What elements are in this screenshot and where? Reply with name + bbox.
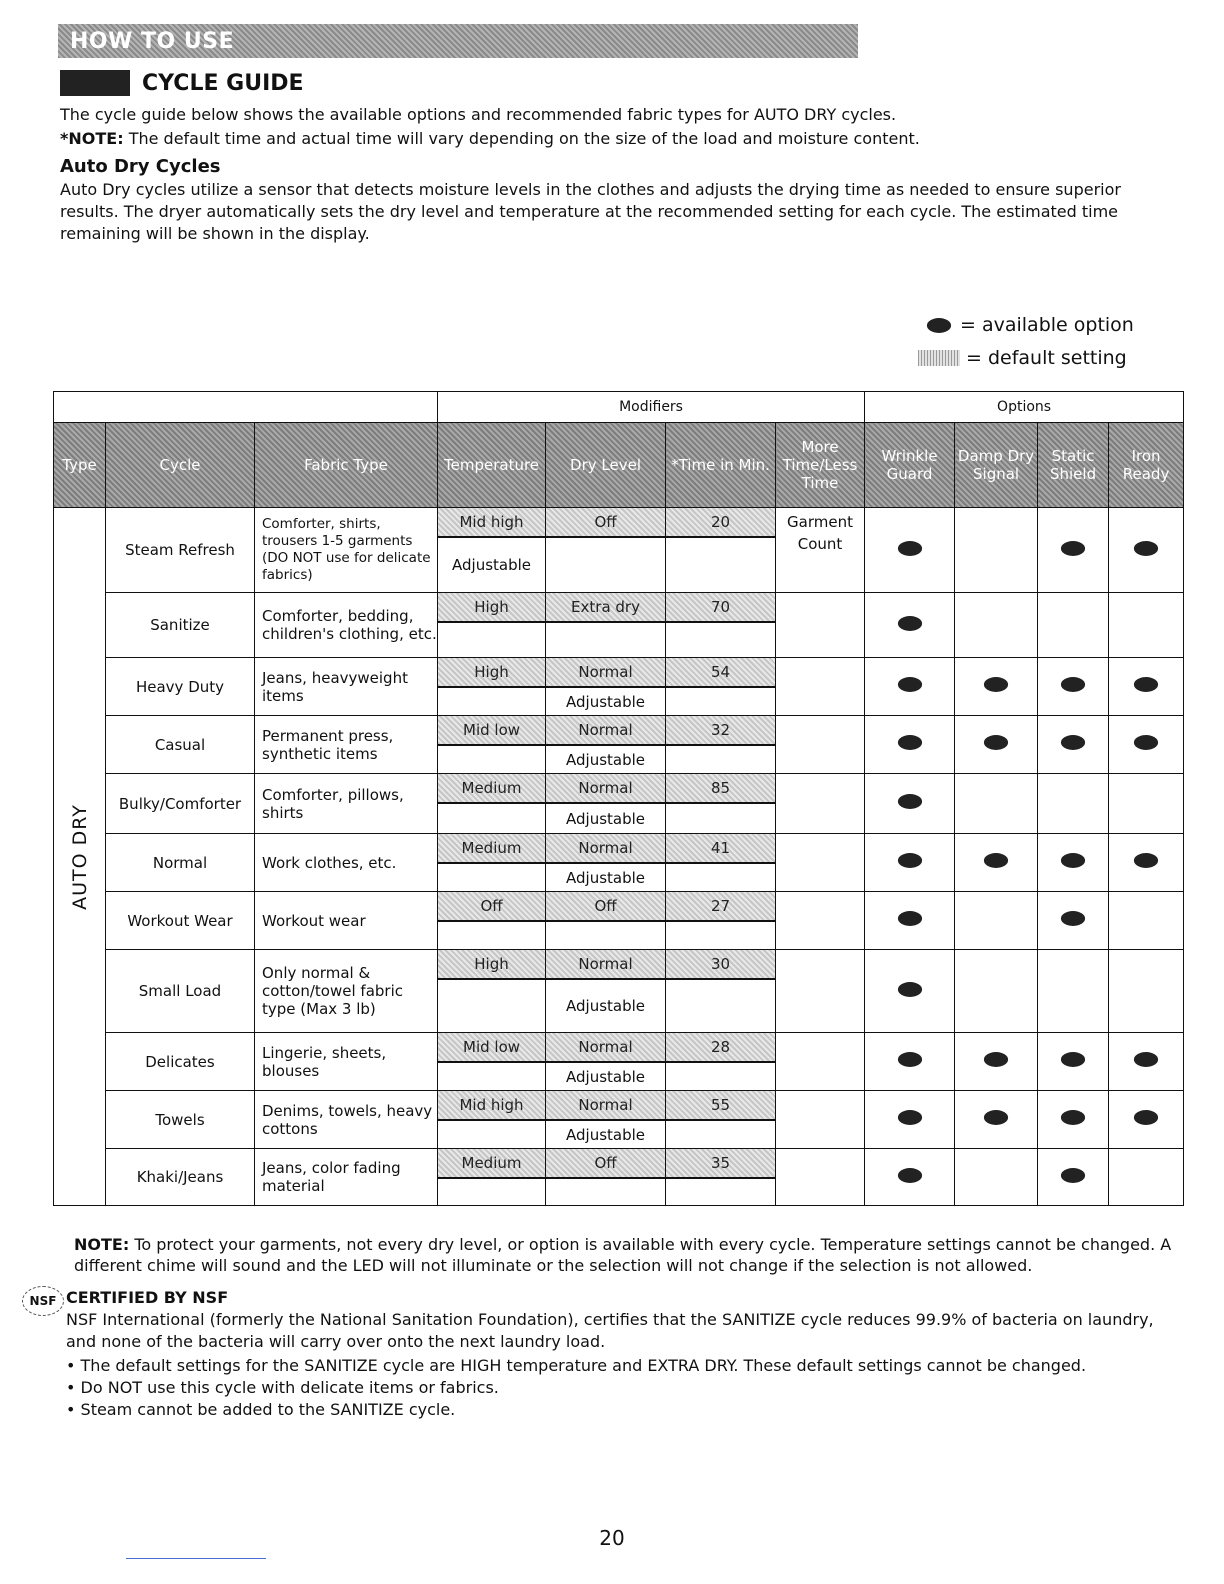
option-cell xyxy=(1109,1033,1184,1091)
group-options: Options xyxy=(865,392,1184,423)
cycle-name: Khaki/Jeans xyxy=(106,1149,255,1206)
column-header: Static Shield xyxy=(1038,423,1109,508)
fabric-type: Only normal & cotton/towel fabric type (Max 3 lb) xyxy=(255,950,438,1033)
more-less-time xyxy=(776,593,865,658)
temperature-cell xyxy=(438,774,546,834)
dry-level-cell-default: Normal xyxy=(546,774,665,804)
dry-level-cell xyxy=(546,1091,666,1149)
time-cell xyxy=(666,1149,776,1206)
available-dot-icon xyxy=(1134,735,1158,750)
temperature-cell xyxy=(438,892,546,950)
available-dot-icon xyxy=(897,794,921,809)
table-row xyxy=(54,950,1184,1033)
bullet-icon: • xyxy=(66,1378,81,1397)
time-cell-adjust xyxy=(666,1121,775,1148)
cycle-name: Normal xyxy=(106,834,255,892)
dry-level-cell xyxy=(546,834,666,892)
more-less-time xyxy=(776,892,865,950)
option-cell xyxy=(1109,774,1184,834)
group-header-row xyxy=(54,392,1184,423)
temperature-cell xyxy=(438,658,546,716)
dry-level-cell xyxy=(546,1149,666,1206)
column-header-row xyxy=(54,423,1184,508)
time-cell-adjust xyxy=(666,623,775,657)
option-cell xyxy=(865,1091,955,1149)
bullet-item xyxy=(66,1399,1176,1421)
time-cell-default: 70 xyxy=(666,593,775,623)
footer-note xyxy=(74,1234,1189,1276)
column-header: Wrinkle Guard xyxy=(865,423,955,508)
temperature-cell-default: Off xyxy=(438,892,545,922)
option-cell xyxy=(1109,950,1184,1033)
time-cell-adjust xyxy=(666,864,775,891)
footer-note-text: To protect your garments, not every dry level, or option is available with every cycle. Temperature settings cannot be changed. A different chime will sound and the LED will not illuminate or the selection will not change if the selection is not allowed. xyxy=(74,1235,1172,1275)
time-cell xyxy=(666,774,776,834)
legend-available-label: = available option xyxy=(960,314,1134,336)
dry-level-cell xyxy=(546,593,666,658)
cycle-name: Small Load xyxy=(106,950,255,1033)
option-cell xyxy=(1109,716,1184,774)
table-row xyxy=(54,658,1184,716)
title-block-icon xyxy=(60,70,130,96)
dry-level-cell-adjust xyxy=(546,922,665,949)
option-cell xyxy=(865,950,955,1033)
option-cell xyxy=(955,658,1038,716)
cycle-name: Heavy Duty xyxy=(106,658,255,716)
temperature-cell-default: Mid high xyxy=(438,508,545,538)
available-dot-icon xyxy=(984,853,1008,868)
cycle-name: Towels xyxy=(106,1091,255,1149)
option-cell xyxy=(1109,658,1184,716)
option-cell xyxy=(1038,593,1109,658)
cycle-name: Sanitize xyxy=(106,593,255,658)
time-cell-adjust xyxy=(666,746,775,773)
available-dot-icon xyxy=(1061,1052,1085,1067)
time-cell-default: 85 xyxy=(666,774,775,804)
option-cell xyxy=(955,716,1038,774)
cycle-name: Steam Refresh xyxy=(106,508,255,593)
available-dot-icon xyxy=(897,982,921,997)
available-dot-icon xyxy=(897,853,921,868)
table-row xyxy=(54,593,1184,658)
temperature-cell-adjust: Adjustable xyxy=(452,556,532,574)
temperature-cell xyxy=(438,1033,546,1091)
time-cell-adjust xyxy=(666,804,775,833)
option-cell xyxy=(955,950,1038,1033)
more-less-time xyxy=(776,658,865,716)
option-cell xyxy=(1038,1091,1109,1149)
available-dot-icon xyxy=(897,911,921,926)
more-less-time xyxy=(776,1091,865,1149)
option-cell xyxy=(955,1149,1038,1206)
table-body xyxy=(54,508,1184,1206)
available-dot-icon xyxy=(897,616,921,631)
time-cell xyxy=(666,508,776,593)
time-cell xyxy=(666,834,776,892)
column-header: Damp Dry Signal xyxy=(955,423,1038,508)
dry-level-cell-adjust: Adjustable xyxy=(566,868,646,887)
available-dot-icon xyxy=(1134,853,1158,868)
time-cell xyxy=(666,658,776,716)
more-less-time xyxy=(776,716,865,774)
temperature-cell-default: Medium xyxy=(438,1149,545,1179)
intro-text: The cycle guide below shows the available options and recommended fabric types for AUTO DRY cycles. xyxy=(60,105,897,124)
cycle-name: Delicates xyxy=(106,1033,255,1091)
temperature-cell xyxy=(438,950,546,1033)
temperature-cell-default: Mid low xyxy=(438,1033,545,1063)
time-cell xyxy=(666,1033,776,1091)
option-cell xyxy=(955,774,1038,834)
more-less-time xyxy=(776,774,865,834)
available-dot-icon xyxy=(1061,1168,1085,1183)
time-cell-default: 41 xyxy=(666,834,775,864)
temperature-cell-adjust xyxy=(438,746,545,773)
fabric-type: Permanent press, synthetic items xyxy=(255,716,438,774)
bullet-list xyxy=(66,1355,1176,1421)
available-dot-icon xyxy=(1061,677,1085,692)
temperature-cell-adjust xyxy=(438,1121,545,1148)
fabric-type: Jeans, color fading material xyxy=(255,1149,438,1206)
option-cell xyxy=(865,593,955,658)
temperature-cell-adjust xyxy=(438,922,545,949)
temperature-cell-adjust xyxy=(438,804,545,833)
dry-level-cell xyxy=(546,658,666,716)
available-dot-icon xyxy=(897,541,921,556)
option-cell xyxy=(865,892,955,950)
option-cell xyxy=(1038,508,1109,593)
temperature-cell xyxy=(438,593,546,658)
time-cell-adjust xyxy=(666,922,775,949)
section-title xyxy=(60,68,304,98)
option-cell xyxy=(1109,1149,1184,1206)
available-dot-icon xyxy=(1061,1110,1085,1125)
available-dot-icon xyxy=(1134,1052,1158,1067)
option-cell xyxy=(1038,716,1109,774)
more-less-time: Garment Count xyxy=(776,508,865,593)
time-cell-default: 32 xyxy=(666,716,775,746)
legend-default xyxy=(918,347,1127,369)
note-label: *NOTE: xyxy=(60,129,124,148)
column-header: Iron Ready xyxy=(1109,423,1184,508)
fabric-type: Work clothes, etc. xyxy=(255,834,438,892)
available-dot-icon xyxy=(984,1110,1008,1125)
option-cell xyxy=(1038,1033,1109,1091)
available-dot-icon xyxy=(897,1168,921,1183)
more-less-time xyxy=(776,834,865,892)
cycle-name: Workout Wear xyxy=(106,892,255,950)
dry-level-cell-default: Extra dry xyxy=(546,593,665,623)
nsf-logo: NSF xyxy=(22,1286,64,1316)
option-cell xyxy=(865,1149,955,1206)
available-dot-icon xyxy=(1061,541,1085,556)
option-cell xyxy=(955,508,1038,593)
column-header: Cycle xyxy=(106,423,255,508)
time-cell xyxy=(666,716,776,774)
temperature-cell-adjust xyxy=(438,1179,545,1205)
option-cell xyxy=(865,716,955,774)
temperature-cell xyxy=(438,716,546,774)
temperature-cell-default: High xyxy=(438,950,545,980)
dry-level-cell-adjust: Adjustable xyxy=(566,1067,646,1086)
column-header: Fabric Type xyxy=(255,423,438,508)
available-dot-icon xyxy=(1061,735,1085,750)
legend-default-label: = default setting xyxy=(966,347,1127,369)
available-dot-icon xyxy=(984,677,1008,692)
auto-dry-heading: Auto Dry Cycles xyxy=(60,156,221,177)
cycle-name: Casual xyxy=(106,716,255,774)
note-text: The default time and actual time will vary depending on the size of the load and moisture content. xyxy=(123,129,920,148)
dry-level-cell-default: Normal xyxy=(546,1033,665,1063)
available-dot-icon xyxy=(1134,541,1158,556)
option-cell xyxy=(1038,774,1109,834)
option-cell xyxy=(865,1033,955,1091)
temperature-cell-adjust xyxy=(438,1063,545,1090)
table-row xyxy=(54,1033,1184,1091)
option-cell xyxy=(865,508,955,593)
option-cell xyxy=(1109,1091,1184,1149)
available-dot-icon xyxy=(984,1052,1008,1067)
available-dot-icon xyxy=(897,677,921,692)
option-cell xyxy=(1109,892,1184,950)
option-cell xyxy=(955,593,1038,658)
bullet-item xyxy=(66,1355,1176,1377)
table-row xyxy=(54,508,1184,593)
bullet-icon: • xyxy=(66,1400,81,1419)
default-hatch-icon xyxy=(918,350,960,366)
time-cell xyxy=(666,950,776,1033)
available-dot-icon xyxy=(1061,853,1085,868)
dry-level-cell-adjust: Adjustable xyxy=(566,1125,646,1144)
time-cell-default: 55 xyxy=(666,1091,775,1121)
option-cell xyxy=(1038,834,1109,892)
option-cell xyxy=(865,658,955,716)
option-cell xyxy=(1109,508,1184,593)
option-cell xyxy=(955,1033,1038,1091)
temperature-cell-default: High xyxy=(438,658,545,688)
bullet-item xyxy=(66,1377,1176,1399)
option-cell xyxy=(865,834,955,892)
option-cell xyxy=(1038,1149,1109,1206)
option-cell xyxy=(1109,593,1184,658)
time-cell-adjust xyxy=(666,1179,775,1205)
table-row xyxy=(54,716,1184,774)
page-number: 20 xyxy=(599,1526,625,1550)
dry-level-cell-default: Normal xyxy=(546,834,665,864)
dry-level-cell-adjust: Adjustable xyxy=(566,692,646,711)
fabric-type: Comforter, shirts, trousers 1-5 garments (DO NOT use for delicate fabrics) xyxy=(255,508,438,593)
option-cell xyxy=(1038,658,1109,716)
more-less-time xyxy=(776,950,865,1033)
section-banner xyxy=(58,24,858,58)
option-cell xyxy=(865,774,955,834)
dry-level-cell-default: Normal xyxy=(546,716,665,746)
table-row xyxy=(54,834,1184,892)
table-row xyxy=(54,1091,1184,1149)
dry-level-cell xyxy=(546,508,666,593)
dry-level-cell-default: Normal xyxy=(546,950,665,980)
dry-level-cell xyxy=(546,1033,666,1091)
time-cell-default: 27 xyxy=(666,892,775,922)
fabric-type: Lingerie, sheets, blouses xyxy=(255,1033,438,1091)
auto-dry-description: Auto Dry cycles utilize a sensor that detects moisture levels in the clothes and adjusts the drying time as needed to ensure superior results. The dryer automatically sets the dry level and temperature at the recommended setting for each cycle. The estimated time remaining will be shown in the display. xyxy=(60,180,1121,243)
temperature-cell-adjust xyxy=(438,623,545,657)
temperature-cell-default: Mid high xyxy=(438,1091,545,1121)
option-cell xyxy=(1109,834,1184,892)
column-header: *Time in Min. xyxy=(666,423,776,508)
option-cell xyxy=(1038,892,1109,950)
temperature-cell xyxy=(438,508,546,593)
available-dot-icon xyxy=(927,318,951,333)
group-blank xyxy=(54,392,438,423)
legend-available xyxy=(918,314,1134,336)
dry-level-cell xyxy=(546,892,666,950)
time-cell xyxy=(666,1091,776,1149)
table-row xyxy=(54,774,1184,834)
available-dot-icon xyxy=(897,1052,921,1067)
group-modifiers: Modifiers xyxy=(438,392,865,423)
temperature-cell-default: Medium xyxy=(438,834,545,864)
footer-note-label: NOTE: xyxy=(74,1235,130,1254)
dry-level-cell xyxy=(546,774,666,834)
fabric-type: Comforter, bedding, children's clothing, etc. xyxy=(255,593,438,658)
available-dot-icon xyxy=(1134,677,1158,692)
temperature-cell xyxy=(438,1149,546,1206)
table-row xyxy=(54,1149,1184,1206)
time-cell-default: 28 xyxy=(666,1033,775,1063)
type-label: AUTO DRY xyxy=(68,803,91,910)
bullet-text: Do NOT use this cycle with delicate items or fabrics. xyxy=(80,1378,499,1397)
available-dot-icon xyxy=(1134,1110,1158,1125)
available-dot-icon xyxy=(897,735,921,750)
time-cell-adjust xyxy=(666,1063,775,1090)
option-cell xyxy=(955,1091,1038,1149)
available-dot-icon xyxy=(897,1110,921,1125)
fabric-type: Denims, towels, heavy cottons xyxy=(255,1091,438,1149)
table-row xyxy=(54,892,1184,950)
time-cell-default: 54 xyxy=(666,658,775,688)
bullet-icon: • xyxy=(66,1356,81,1375)
type-cell xyxy=(54,508,106,1206)
time-cell-adjust xyxy=(666,980,775,1032)
time-cell-adjust xyxy=(666,688,775,715)
dry-level-cell-default: Off xyxy=(546,1149,665,1179)
temperature-cell-adjust xyxy=(438,864,545,891)
column-header: Dry Level xyxy=(546,423,666,508)
time-cell-default: 20 xyxy=(666,508,775,538)
option-cell xyxy=(955,892,1038,950)
temperature-cell-default: High xyxy=(438,593,545,623)
more-less-time xyxy=(776,1149,865,1206)
time-cell xyxy=(666,892,776,950)
nsf-text: NSF International (formerly the National Sanitation Foundation), certifies that the SANITIZE cycle reduces 99.9% of bacteria on laundry, and none of the bacteria will carry over onto the next laundry load. xyxy=(66,1310,1154,1351)
dry-level-cell-adjust: Adjustable xyxy=(566,809,646,828)
temperature-cell xyxy=(438,834,546,892)
temperature-cell-adjust xyxy=(438,688,545,715)
dry-level-cell-adjust: Adjustable xyxy=(566,997,646,1015)
bullet-text: Steam cannot be added to the SANITIZE cycle. xyxy=(80,1400,456,1419)
time-cell-adjust xyxy=(666,538,775,592)
available-dot-icon xyxy=(984,735,1008,750)
dry-level-cell-default: Normal xyxy=(546,1091,665,1121)
dry-level-cell-adjust xyxy=(546,623,665,657)
dry-level-cell-adjust xyxy=(546,538,665,592)
underline-link-mark xyxy=(126,1558,266,1559)
available-dot-icon xyxy=(1061,911,1085,926)
bullet-text: The default settings for the SANITIZE cycle are HIGH temperature and EXTRA DRY. These default settings cannot be changed. xyxy=(80,1356,1087,1375)
time-cell-default: 35 xyxy=(666,1149,775,1179)
dry-level-cell-default: Off xyxy=(546,508,665,538)
time-cell xyxy=(666,593,776,658)
temperature-cell-adjust xyxy=(438,980,545,1032)
dry-level-cell-default: Off xyxy=(546,892,665,922)
temperature-cell-default: Mid low xyxy=(438,716,545,746)
column-header: More Time/Less Time xyxy=(776,423,865,508)
fabric-type: Comforter, pillows, shirts xyxy=(255,774,438,834)
fabric-type: Jeans, heavyweight items xyxy=(255,658,438,716)
time-cell-default: 30 xyxy=(666,950,775,980)
option-cell xyxy=(1038,950,1109,1033)
column-header: Type xyxy=(54,423,106,508)
dry-level-cell-default: Normal xyxy=(546,658,665,688)
cycle-guide-table xyxy=(53,391,1184,1206)
temperature-cell-default: Medium xyxy=(438,774,545,804)
dry-level-cell xyxy=(546,950,666,1033)
column-header: Temperature xyxy=(438,423,546,508)
page-title: CYCLE GUIDE xyxy=(142,70,304,96)
cycle-name: Bulky/Comforter xyxy=(106,774,255,834)
dry-level-cell-adjust xyxy=(546,1179,665,1205)
default-time-note xyxy=(60,128,1170,150)
dry-level-cell-adjust: Adjustable xyxy=(566,750,646,769)
dry-level-cell xyxy=(546,716,666,774)
temperature-cell xyxy=(438,1091,546,1149)
option-cell xyxy=(955,834,1038,892)
banner-text: HOW TO USE xyxy=(70,29,235,54)
nsf-heading: CERTIFIED BY NSF xyxy=(66,1288,229,1307)
fabric-type: Workout wear xyxy=(255,892,438,950)
more-less-time xyxy=(776,1033,865,1091)
